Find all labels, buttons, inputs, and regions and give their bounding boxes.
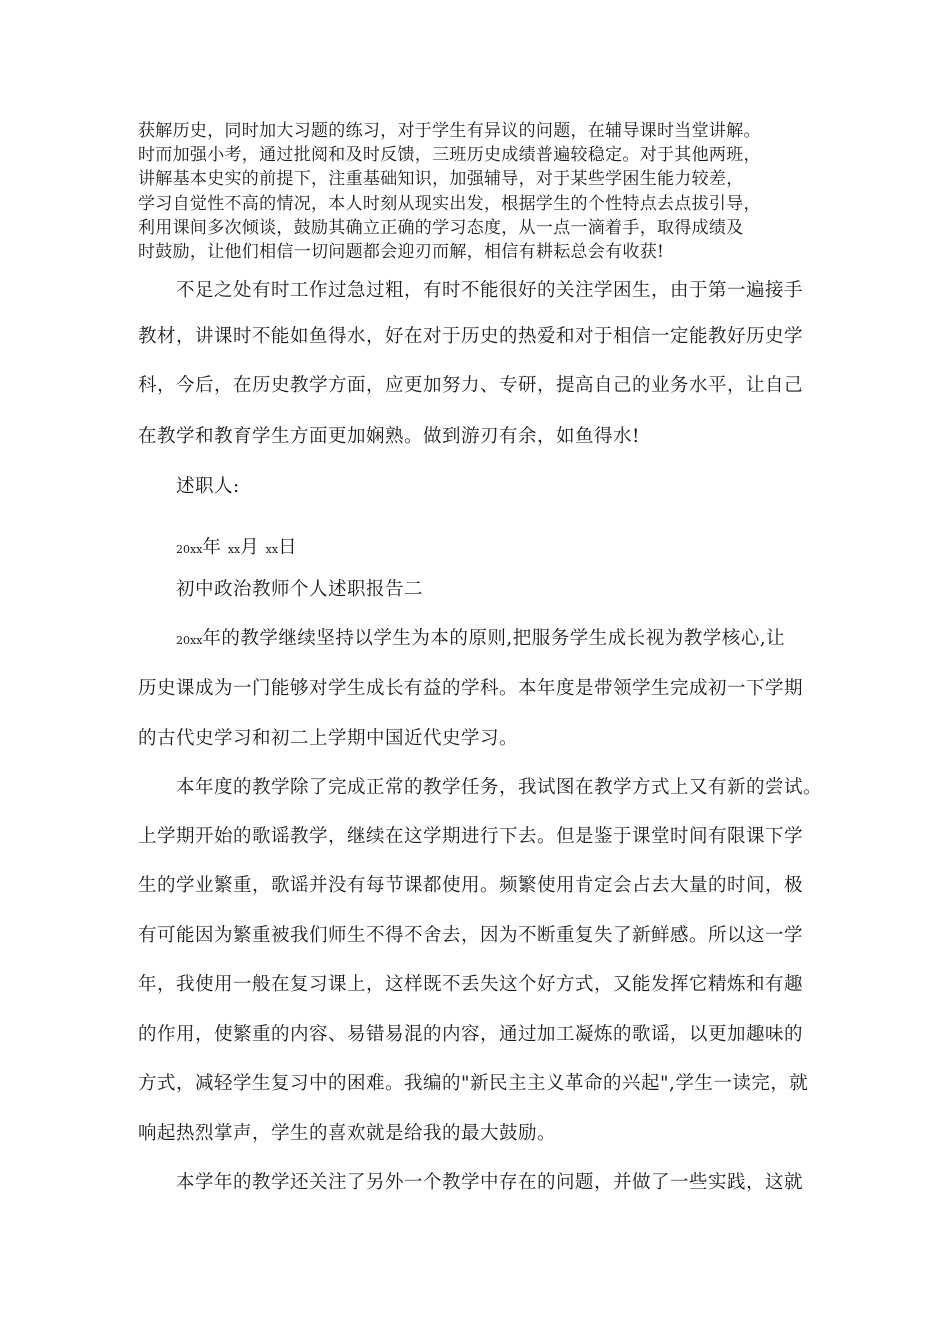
text-line: 有可能因为繁重被我们师生不得不舍去，因为不断重复失了新鲜感。所以这一学: [138, 925, 804, 946]
text-line: 教材，讲课时不能如鱼得水，好在对于历史的热爱和对于相信一定能教好历史学: [138, 326, 804, 347]
text-line: 上学期开始的歌谣教学，继续在这学期进行下去。但是鉴于课堂时间有限课下学: [138, 826, 804, 847]
text-line: 本年度的教学除了完成正常的教学任务，我试图在教学方式上又有新的尝试。: [176, 777, 823, 798]
date-month: xx: [227, 543, 241, 556]
date-line: [176, 535, 297, 563]
text-line: 在教学和教育学生方面更加娴熟。做到游刃有余，如鱼得水!: [138, 426, 640, 447]
text-line: 方式，减轻学生复习中的困难。我编的"新民主主义革命的兴起",学生一读完，就: [138, 1073, 809, 1094]
text-line: 时而加强小考，通过批阅和及时反馈，三班历史成绩普遍较稳定。对于其他两班，: [138, 145, 761, 166]
text-line: 本学年的教学还关注了另外一个教学中存在的问题，并做了一些实践，这就: [176, 1172, 804, 1193]
date-day-char: 日: [278, 537, 298, 558]
text-line: 不足之处有时工作过急过粗，有时不能很好的关注学困生，由于第一遍接手: [176, 280, 804, 301]
date-year: 20xx: [176, 543, 203, 556]
text-line: 响起热烈掌声，学生的喜欢就是给我的最大鼓励。: [138, 1123, 557, 1144]
text-line: 生的学业繁重，歌谣并没有每节课都使用。频繁使用肯定会占去大量的时间，极: [138, 875, 804, 896]
text-line: 获解历史，同时加大习题的练习，对于学生有异议的问题，在辅导课时当堂讲解。: [138, 121, 761, 141]
date-day: xx: [265, 543, 279, 556]
text-line: 讲解基本史实的前提下，注重基础知识，加强辅导，对于某些学困生能力较差，: [138, 169, 744, 190]
text-line: [176, 626, 785, 654]
text-line: 的作用，使繁重的内容、易错易混的内容，通过加工凝炼的歌谣，以更加趣味的: [138, 1024, 804, 1045]
text-line: 科，今后，在历史教学方面，应更加努力、专研，提高自己的业务水平，让自己: [138, 375, 804, 396]
text-line: 的古代史学习和初二上学期中国近代史学习。: [138, 728, 519, 749]
signer-label: 述职人:: [176, 476, 240, 497]
year-prefix: 20xx: [176, 634, 203, 647]
text-line: 利用课间多次倾谈，鼓励其确立正确的学习态度，从一点一滴着手，取得成绩及: [138, 217, 744, 238]
dense-paragraph: [138, 119, 838, 264]
text-line: 学习自觉性不高的情况，本人时刻从现实出发，根据学生的个性特点去点拔引导，: [138, 193, 761, 214]
date-month-char: 月: [240, 537, 260, 558]
section-title: 初中政治教师个人述职报告二: [176, 579, 424, 600]
text-line: 时鼓励，让他们相信一切问题都会迎刃而解，相信有耕耘总会有收获!: [138, 242, 665, 263]
text-line: 年，我使用一般在复习课上，这样既不丢失这个好方式，又能发挥它精炼和有趣: [138, 974, 804, 995]
text-span: 年的教学继续坚持以学生为本的原则,把服务学生成长视为教学核心,让: [202, 628, 786, 649]
text-line: 历史课成为一门能够对学生成长有益的学科。本年度是带领学生完成初一下学期: [138, 678, 804, 699]
date-year-char: 年: [202, 537, 222, 558]
